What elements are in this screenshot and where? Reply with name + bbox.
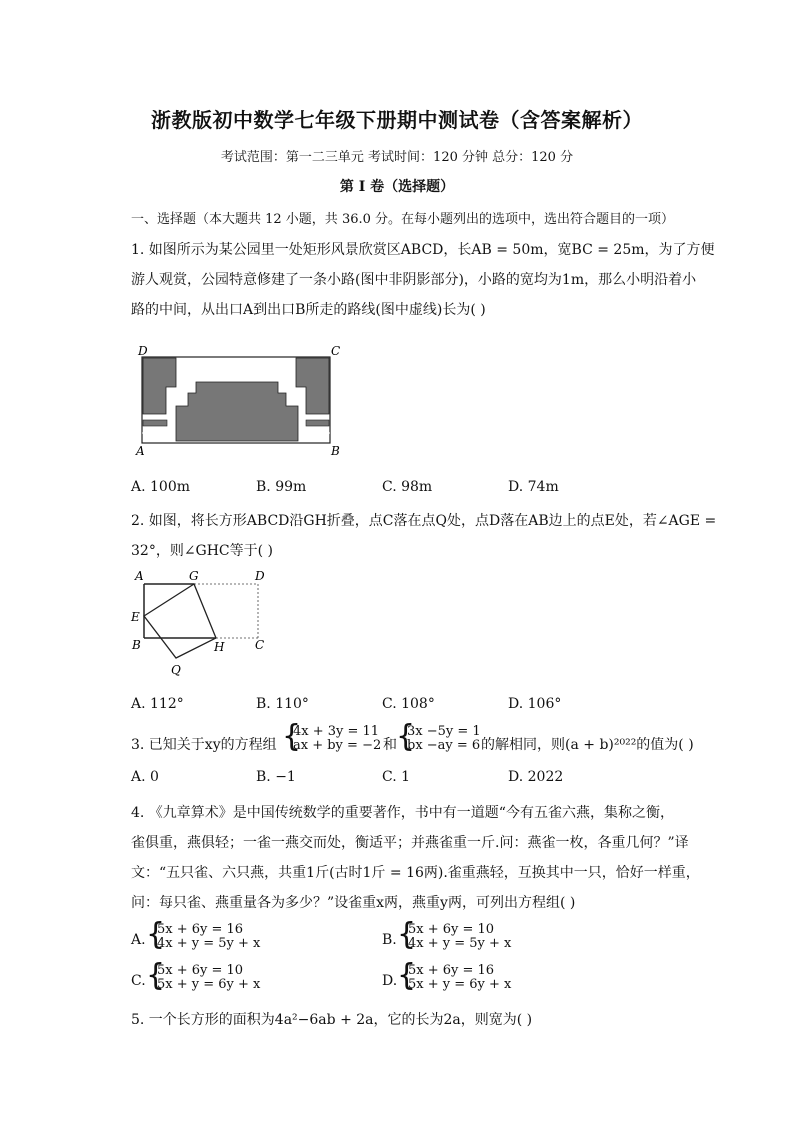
q3-sys2-eq1: 3x −5y = 1 [407,724,481,739]
q4-line-3: 文：“五只雀、六只燕，共重1斤(古时1斤 = 16两).雀重燕轻，互换其中一只，恰好一样重， [131,865,700,881]
q5-line: 5. 一个长方形的面积为4a²−6ab + 2a，它的长为2a，则宽为( ) [131,1012,533,1028]
q4-b-eq1: 5x + 6y = 10 [408,922,495,937]
q2-label-d: D [255,569,265,583]
q4-option-a-label[interactable]: A. [131,932,146,948]
q3-option-a[interactable]: A. 0 [131,769,159,785]
q2-option-b[interactable]: B. 110° [256,696,309,712]
shaded-center-block [176,382,298,441]
q4-option-b-system [408,923,511,951]
q2-label-c: C [255,638,265,652]
q4-option-c-brace: { [146,958,166,993]
q2-fold-diagram [128,566,278,682]
q4-option-c-system [157,964,260,992]
q1-option-b[interactable]: B. 99m [256,479,307,495]
q4-option-b-brace: { [397,917,417,952]
q1-option-a[interactable]: A. 100m [131,479,191,495]
folded-quadrilateral [144,584,216,658]
q2-label-e: E [131,610,140,624]
q3-brace-2: { [396,719,416,754]
section-heading: 一、选择题（本大题共 12 小题，共 36.0 分。在每小题列出的选项中，选出符合题目的一项） [131,212,675,227]
q3-sys1-eq1: 4x + 3y = 11 [293,724,380,739]
q3-brace-1: { [282,719,302,754]
q3-system-2 [407,725,481,753]
q2-line-2: 32°，则∠GHC等于( ) [131,543,274,559]
q3-system-1 [293,725,381,753]
q4-line-2: 雀俱重，燕俱轻；一雀一燕交而处，衡适平；并燕雀重一斤.问：燕雀一枚，各重几何？”译 [131,835,689,851]
q2-label-q: Q [171,663,181,677]
q3-suffix: 的解相同，则(a + b)²⁰²²的值为( ) [481,737,694,753]
page-title: 浙教版初中数学七年级下册期中测试卷（含答案解析） [151,108,643,132]
q3-prefix: 3. 已知关于xy的方程组 [131,737,277,753]
exam-info: 考试范围：第一二三单元 考试时间：120 分钟 总分：120 分 [220,150,574,165]
q1-label-c: C [331,344,341,358]
q4-line-4: 问：每只雀、燕重量各为多少？”设雀重x两，燕重y两，可列出方程组( ) [131,895,576,911]
q4-line-1: 4. 《九章算术》是中国传统数学的重要著作，书中有一道题“今有五雀六燕，集称之衡， [131,805,674,821]
q4-option-b-label[interactable]: B. [382,932,397,948]
q4-option-c-label[interactable]: C. [131,973,146,989]
q4-option-a-brace: { [146,917,166,952]
q1-option-d[interactable]: D. 74m [508,479,559,495]
q4-b-eq2: 4x + y = 5y + x [408,936,512,951]
q4-a-eq1: 5x + 6y = 16 [157,922,244,937]
q4-a-eq2: 4x + y = 5y + x [157,936,261,951]
q4-d-eq1: 5x + 6y = 16 [408,963,495,978]
q2-label-h: H [214,640,225,654]
volume-heading: 第 I 卷（选择题） [339,179,455,195]
q4-c-eq2: 5x + y = 6y + x [157,977,261,992]
shaded-right-top [296,358,329,414]
q1-park-diagram [130,340,350,462]
q3-middle: 和 [383,737,397,753]
q2-option-a[interactable]: A. 112° [131,696,184,712]
q1-label-a: A [136,444,145,458]
q4-d-eq2: 5x + y = 6y + x [408,977,512,992]
shaded-left-strip [143,420,167,426]
q2-label-g: G [189,569,199,583]
q2-option-c[interactable]: C. 108° [382,696,435,712]
q4-c-eq1: 5x + 6y = 10 [157,963,244,978]
q4-option-d-label[interactable]: D. [382,973,398,989]
shaded-right-strip [306,420,329,426]
q4-option-d-brace: { [397,958,417,993]
q1-option-c[interactable]: C. 98m [382,479,433,495]
q4-option-d-system [408,964,511,992]
q2-label-a: A [135,569,144,583]
q3-sys2-eq2: bx −ay = 6 [407,738,481,753]
q3-option-b[interactable]: B. −1 [256,769,296,785]
q1-line-2: 游人观赏，公园特意修建了一条小路(图中非阴影部分)，小路的宽均为1m，那么小明沿着小 [131,272,697,288]
q1-line-3: 路的中间，从出口A到出口B所走的路线(图中虚线)长为( ) [131,302,486,318]
q2-option-d[interactable]: D. 106° [508,696,562,712]
q2-label-b: B [132,638,141,652]
q2-line-1: 2. 如图，将长方形ABCD沿GH折叠，点C落在点Q处，点D落在AB边上的点E处，若∠AGE = [131,513,717,529]
q3-option-c[interactable]: C. 1 [382,769,411,785]
q1-label-b: B [331,444,340,458]
q4-option-a-system [157,923,260,951]
q3-sys1-eq2: ax + by = −2 [293,738,382,753]
q1-label-d: D [138,344,148,358]
q3-option-d[interactable]: D. 2022 [508,769,564,785]
q1-line-1: 1. 如图所示为某公园里一处矩形风景欣赏区ABCD，长AB = 50m，宽BC = 25m，为了方便 [131,242,715,258]
